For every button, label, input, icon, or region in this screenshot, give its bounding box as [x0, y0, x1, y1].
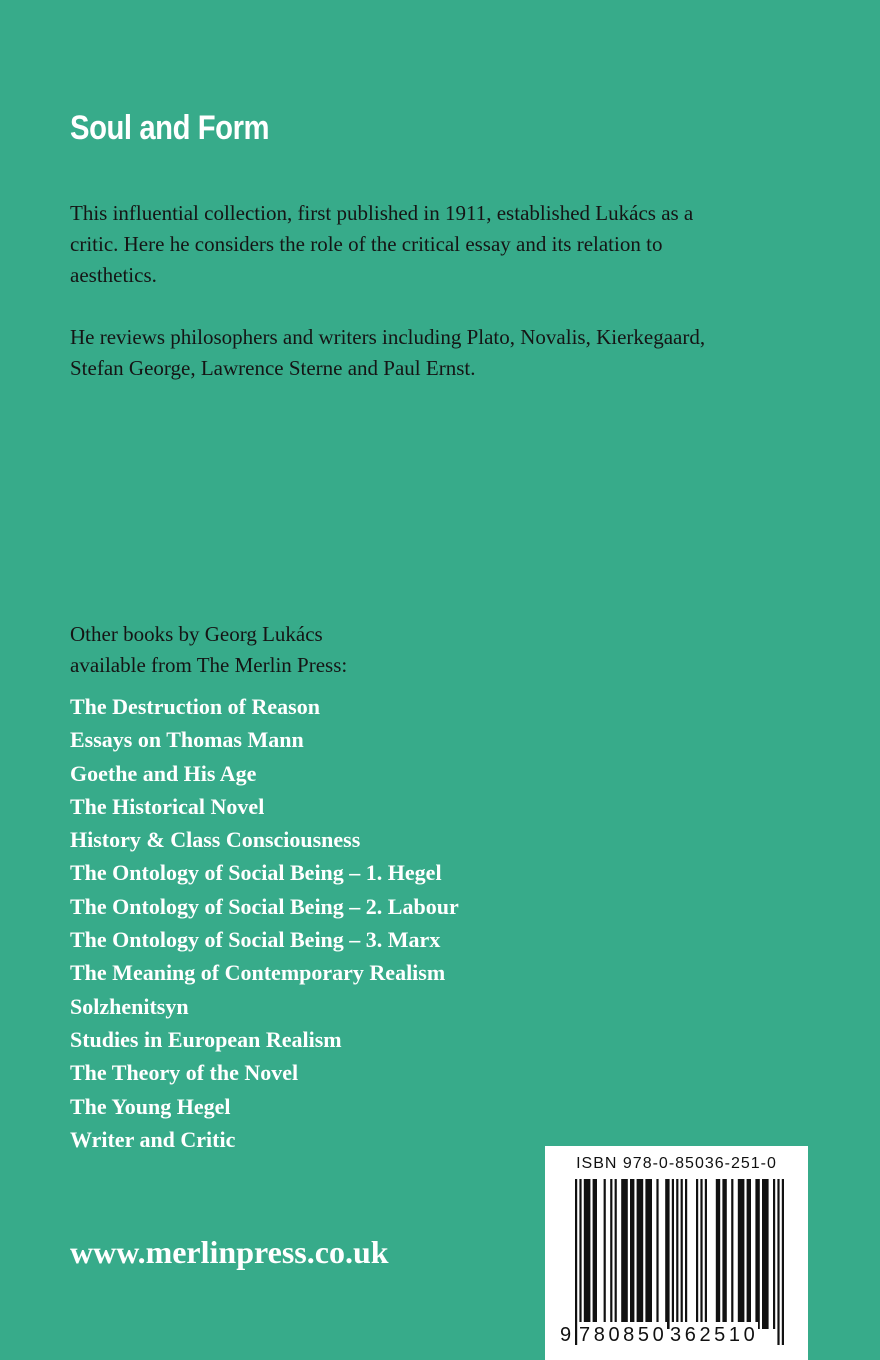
barcode-digit-first: 9: [560, 1324, 572, 1346]
book-title: Soul and Form: [70, 109, 270, 147]
barcode-bar: [722, 1179, 726, 1329]
barcode-bar: [755, 1179, 759, 1329]
barcode-guard-bar: [676, 1179, 678, 1345]
barcode-bar: [672, 1179, 674, 1329]
book-list-item: Essays on Thomas Mann: [70, 727, 304, 753]
barcode-bar: [604, 1179, 606, 1329]
barcode-bar: [700, 1179, 702, 1329]
isbn-label: ISBN 978-0-85036-251-0: [576, 1155, 777, 1172]
book-list-item: The Ontology of Social Being – 3. Marx: [70, 927, 441, 953]
book-list-item: The Young Hegel: [70, 1093, 231, 1119]
book-list-item: Writer and Critic: [70, 1126, 236, 1152]
barcode-bar: [584, 1179, 591, 1329]
barcode-bar: [665, 1179, 669, 1329]
isbn-barcode: [545, 1146, 808, 1360]
book-list-item: The Theory of the Novel: [70, 1060, 299, 1086]
book-list-item: Goethe and His Age: [70, 760, 257, 786]
barcode-guard-bar: [575, 1179, 577, 1345]
barcode-bar: [630, 1179, 634, 1329]
barcode-bar: [637, 1179, 644, 1329]
barcode-bar: [747, 1179, 751, 1329]
other-books-list: [70, 690, 459, 1156]
other-books-intro: [70, 619, 347, 681]
barcode-bar: [716, 1179, 720, 1329]
barcode-bar: [762, 1179, 769, 1329]
blurb-paragraph-2: He reviews philosophers and writers including Plato, Novalis, Kierkegaard, Stefan George, Lawrence Sterne and Paul Ernst.: [70, 325, 706, 380]
barcode-bar: [696, 1179, 698, 1329]
barcode-bar: [593, 1179, 597, 1329]
book-list-item: History & Class Consciousness: [70, 827, 361, 853]
book-list-item: The Destruction of Reason: [70, 694, 320, 719]
barcode-guard-bar: [681, 1179, 683, 1345]
barcode-digits-right: 362510: [670, 1324, 759, 1346]
barcode-bar: [773, 1179, 775, 1329]
barcode-bar: [738, 1179, 745, 1329]
barcode-bar: [610, 1179, 612, 1329]
book-list-item: The Meaning of Contemporary Realism: [70, 960, 446, 986]
barcode-bar: [615, 1179, 617, 1329]
barcode-bar: [705, 1179, 707, 1329]
other-books-intro-line-1: Other books by Georg Lukács: [70, 622, 323, 646]
barcode-bar: [621, 1179, 628, 1329]
barcode-bar: [656, 1179, 658, 1329]
barcode-guard-bar: [579, 1179, 581, 1345]
blurb-paragraph-1: This influential collection, first published in 1911, established Lukács as a critic. Here he considers the role of the critical essay and its relation to aesthetics.: [70, 201, 694, 287]
barcode-guard-bar: [777, 1179, 779, 1345]
barcode-bar: [685, 1179, 687, 1329]
book-list-item: The Ontology of Social Being – 1. Hegel: [70, 860, 442, 886]
barcode-bar: [731, 1179, 733, 1329]
barcode-digits-left: 780850: [579, 1324, 668, 1346]
barcode-bar: [645, 1179, 652, 1329]
book-list-item: Solzhenitsyn: [70, 993, 189, 1019]
publisher-website: www.merlinpress.co.uk: [70, 1234, 389, 1270]
book-list-item: The Ontology of Social Being – 2. Labour: [70, 893, 459, 919]
book-list-item: Studies in European Realism: [70, 1026, 342, 1052]
other-books-intro-line-2: available from The Merlin Press:: [70, 653, 348, 677]
book-list-item: The Historical Novel: [70, 793, 265, 819]
barcode-guard-bar: [782, 1179, 784, 1345]
